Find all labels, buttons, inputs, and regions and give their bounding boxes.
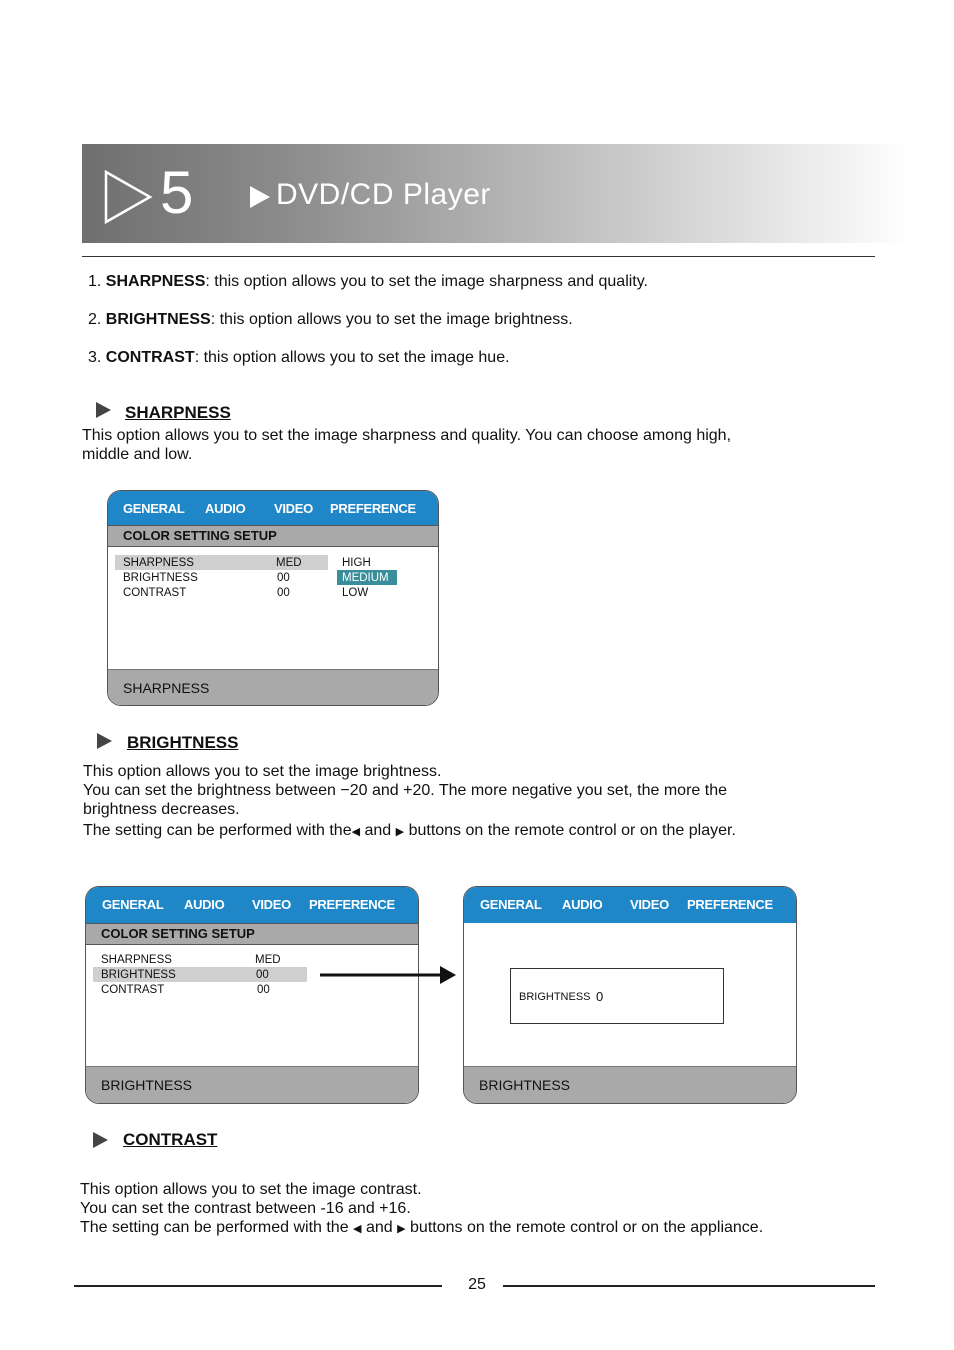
contrast-heading: CONTRAST [123, 1130, 218, 1149]
chapter-number: 5 [160, 159, 194, 226]
chapter-title-arrow-icon [250, 186, 270, 208]
brightness-bullet-icon [97, 733, 112, 749]
menu-row-contrast-label[interactable]: CONTRAST [123, 587, 187, 599]
osd-sharpness-menu [107, 490, 439, 706]
menu-row-brightness-label[interactable]: BRIGHTNESS [123, 572, 198, 584]
menu-row-contrast-value: 00 [257, 984, 270, 996]
sharpness-heading: SHARPNESS [125, 403, 231, 422]
brightness-desc-line-3: brightness decreases. [83, 801, 240, 818]
tab-preference[interactable]: PREFERENCE [330, 501, 416, 516]
brightness-adjust-label: BRIGHTNESS [519, 991, 591, 1003]
contrast-desc-line-1: This option allows you to set the image contrast. [80, 1181, 422, 1198]
footer-rule-left [74, 1285, 442, 1287]
menu-row-brightness-value: 00 [256, 969, 269, 981]
osd-brightness-adjust [463, 886, 797, 1104]
intro-item-brightness: 2. BRIGHTNESS: this option allows you to set the image brightness. [88, 311, 573, 328]
osd-subheading: COLOR SETTING SETUP [108, 525, 438, 547]
tab-preference[interactable]: PREFERENCE [309, 897, 395, 912]
osd-footer: SHARPNESS [108, 669, 438, 705]
flow-arrow-icon [320, 964, 458, 986]
contrast-bullet-icon [93, 1132, 108, 1148]
menu-row-sharpness-label[interactable]: SHARPNESS [123, 557, 194, 569]
right-arrow-icon: ▶ [397, 1223, 406, 1235]
menu-row-sharpness-value: MED [276, 557, 302, 569]
tab-audio[interactable]: AUDIO [184, 897, 225, 912]
footer-rule-right [503, 1285, 875, 1287]
tab-video[interactable]: VIDEO [274, 501, 313, 516]
brightness-adjust-box[interactable] [510, 968, 724, 1024]
menu-row-brightness-label[interactable]: BRIGHTNESS [101, 969, 176, 981]
menu-row-sharpness-label[interactable]: SHARPNESS [101, 954, 172, 966]
left-arrow-icon: ◀ [351, 826, 361, 838]
chapter-banner [82, 144, 912, 243]
intro-item-sharpness: 1. SHARPNESS: this option allows you to set the image sharpness and quality. [88, 273, 648, 290]
option-medium[interactable]: MEDIUM [342, 572, 389, 584]
brightness-heading: BRIGHTNESS [127, 733, 239, 752]
tab-video[interactable]: VIDEO [630, 897, 669, 912]
osd-tab-bar [464, 887, 796, 923]
contrast-desc-line-2: You can set the contrast between -16 and +16. [80, 1200, 411, 1217]
menu-row-contrast-value: 00 [277, 587, 290, 599]
brightness-adjust-value: 0 [596, 989, 604, 1004]
tab-general[interactable]: GENERAL [480, 897, 542, 912]
osd-tab-bar [108, 491, 438, 525]
contrast-control-line: The setting can be performed with the ◀ and ▶ buttons on the remote control or on the appliance. [80, 1219, 764, 1236]
tab-video[interactable]: VIDEO [252, 897, 291, 912]
brightness-desc-line-2: You can set the brightness between −20 and +20. The more negative you set, the more the [83, 782, 727, 799]
osd-brightness-menu [85, 886, 419, 1104]
osd-subheading: COLOR SETTING SETUP [86, 923, 418, 945]
menu-row-brightness-value: 00 [277, 572, 290, 584]
osd-tab-bar [86, 887, 418, 923]
left-arrow-icon: ◀ [353, 1223, 362, 1235]
tab-audio[interactable]: AUDIO [562, 897, 603, 912]
tab-audio[interactable]: AUDIO [205, 501, 246, 516]
right-arrow-icon: ▶ [395, 826, 405, 838]
chapter-play-icon [104, 170, 154, 224]
brightness-control-line: The setting can be performed with the◀ and ▶ buttons on the remote control or on the player. [83, 822, 736, 839]
menu-row-contrast-label[interactable]: CONTRAST [101, 984, 165, 996]
top-divider [82, 256, 875, 257]
menu-row-sharpness-value: MED [255, 954, 281, 966]
option-high[interactable]: HIGH [342, 557, 371, 569]
osd-footer: BRIGHTNESS [464, 1066, 796, 1103]
sharpness-bullet-icon [96, 402, 111, 418]
page-number: 25 [468, 1276, 486, 1293]
tab-general[interactable]: GENERAL [102, 897, 164, 912]
sharpness-desc-line-2: middle and low. [82, 446, 193, 463]
sharpness-desc-line-1: This option allows you to set the image sharpness and quality. You can choose among high, [82, 427, 732, 444]
intro-item-contrast: 3. CONTRAST: this option allows you to set the image hue. [88, 349, 510, 366]
brightness-desc-line-1: This option allows you to set the image brightness. [83, 763, 442, 780]
osd-footer: BRIGHTNESS [86, 1066, 418, 1103]
tab-preference[interactable]: PREFERENCE [687, 897, 773, 912]
option-low[interactable]: LOW [342, 587, 369, 599]
tab-general[interactable]: GENERAL [123, 501, 185, 516]
chapter-title: DVD/CD Player [276, 178, 491, 211]
